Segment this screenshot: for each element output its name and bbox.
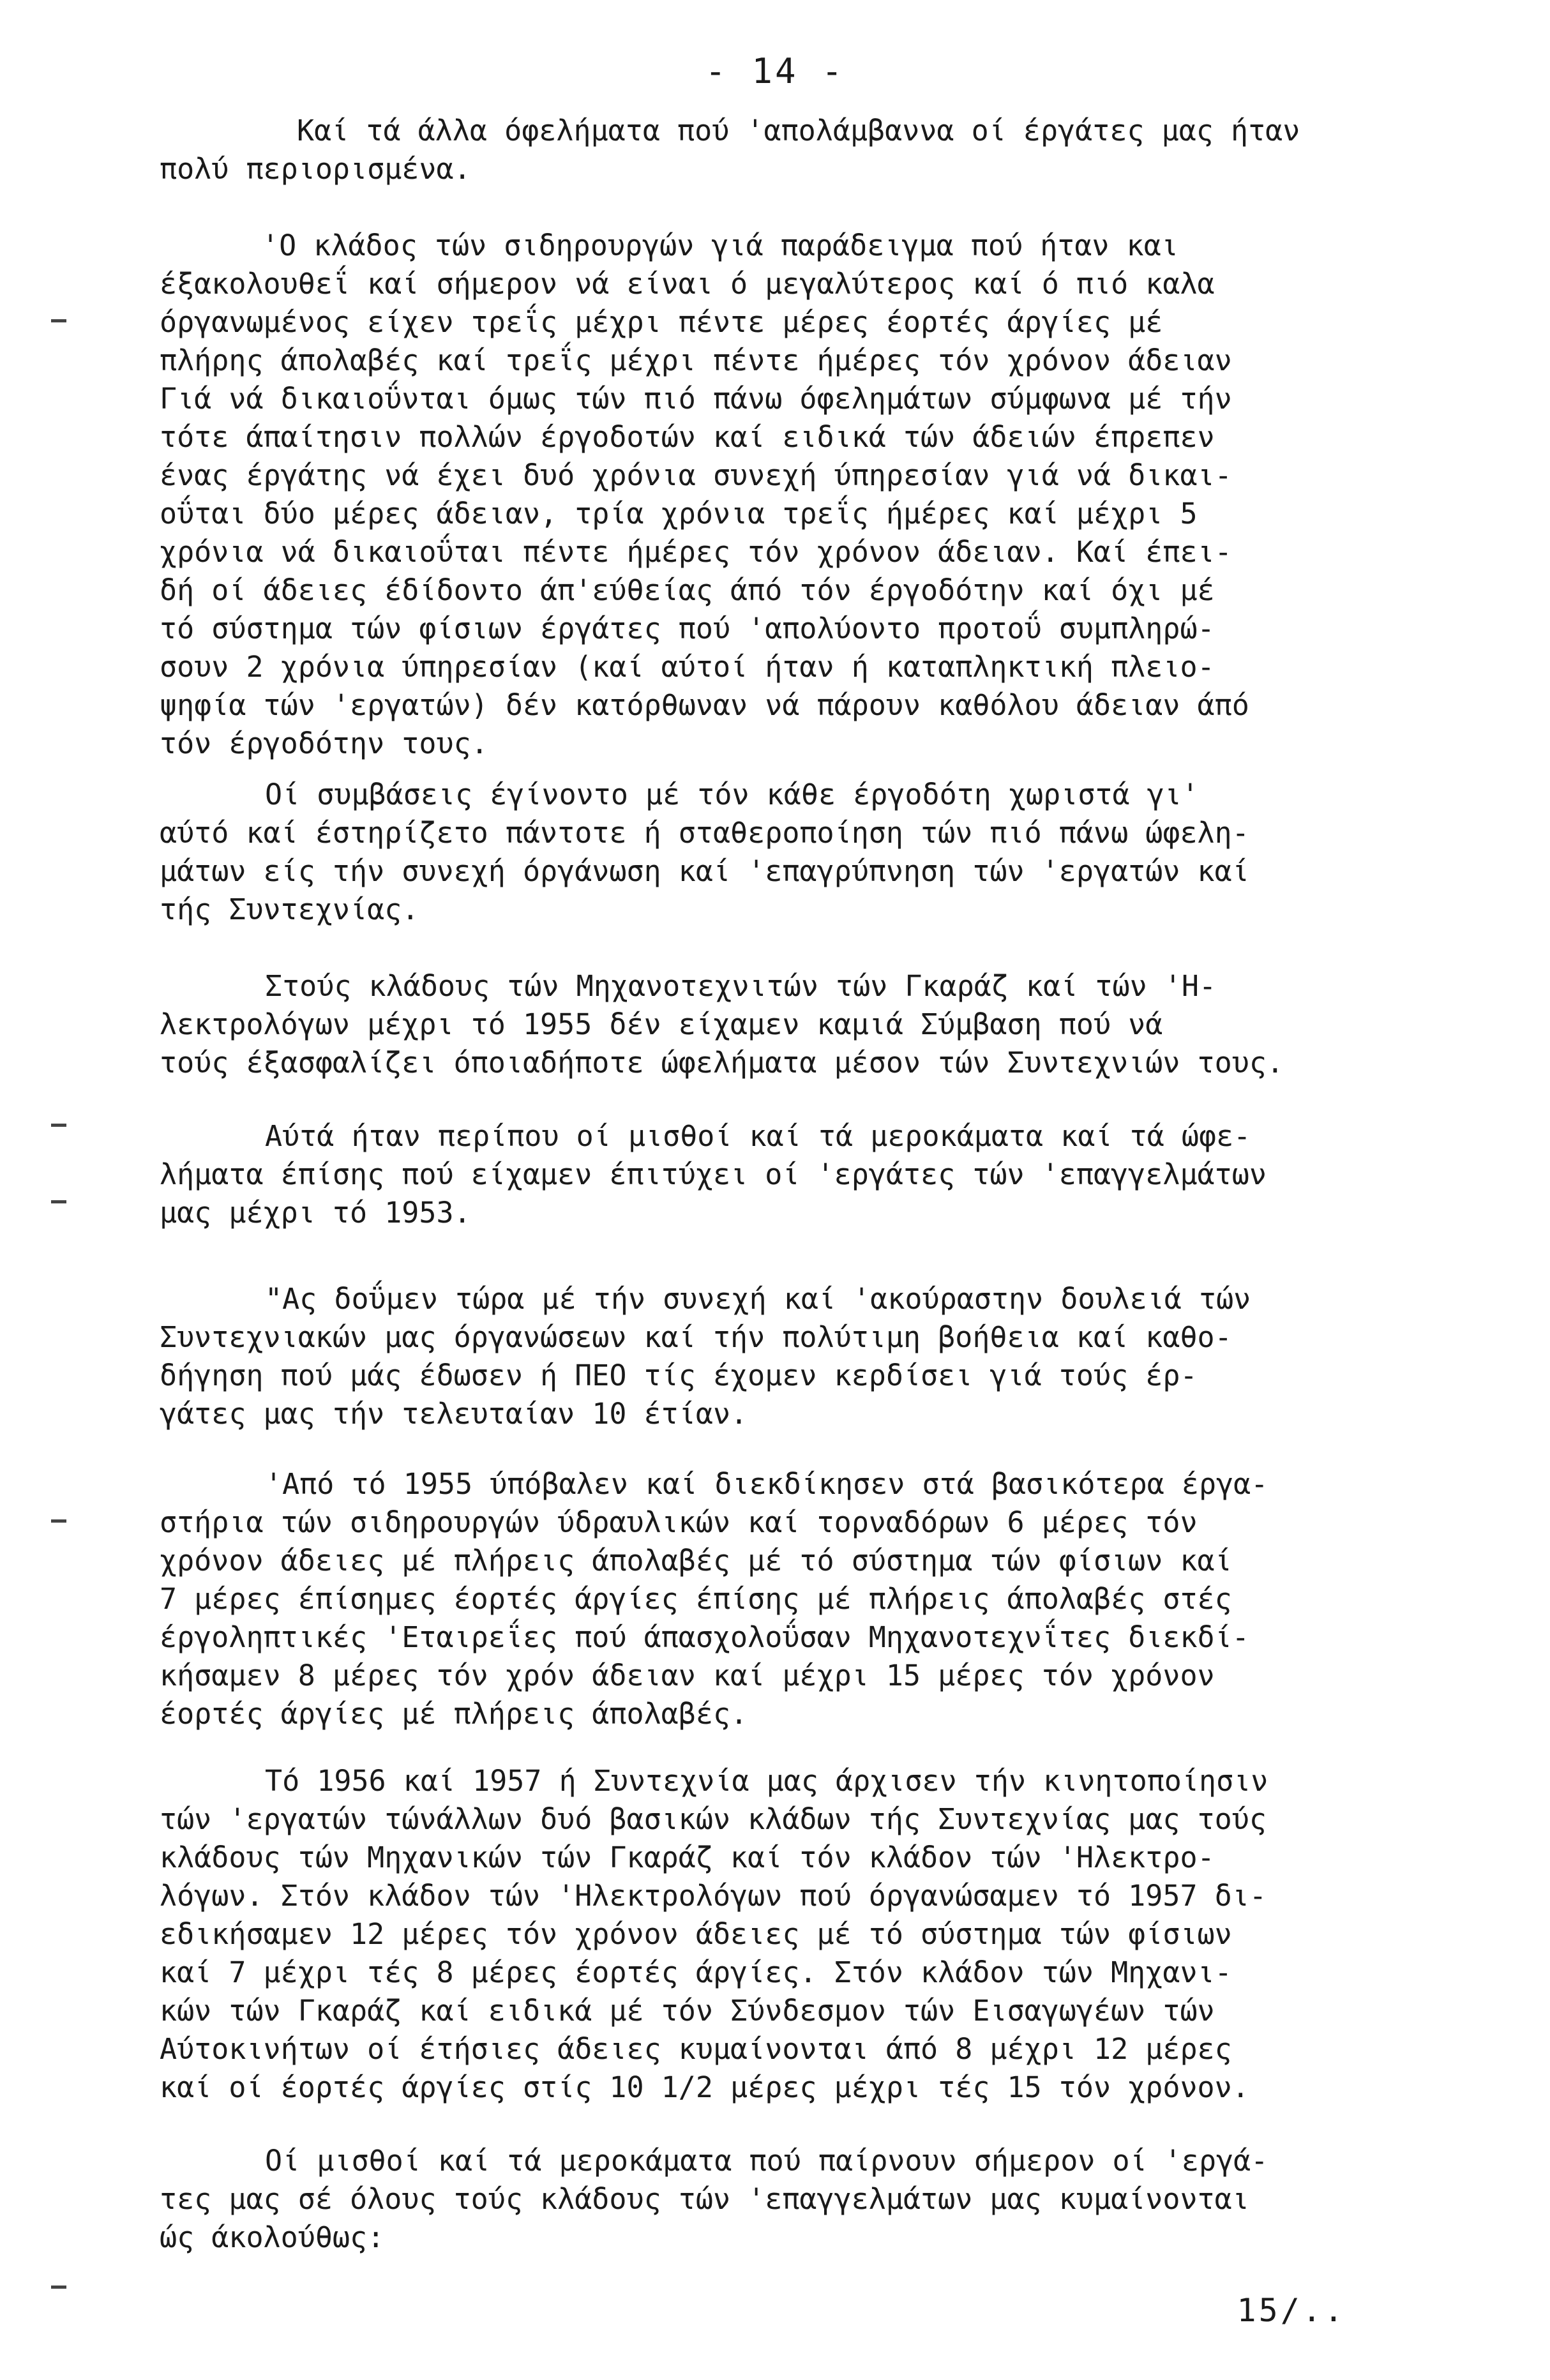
margin-mark	[51, 1519, 66, 1523]
margin-mark	[51, 1124, 66, 1127]
paragraph-from-1955	[160, 1465, 1411, 1733]
text-line: μάτων είς τήν συνεχή όργάνωση καί 'επαγρύπνηση τών 'εργατών καί	[160, 854, 1249, 888]
text-line: έξακολουθεΐ καί σήμερον νά είναι ό μεγαλύτερος καί ό πιό καλα	[160, 267, 1215, 301]
continuation-marker: 15/..	[1237, 2292, 1346, 2329]
text-line: τούς έξασφαλίζει όποιαδήποτε ώφελήματα μέσον τών Συντεχνιών τους.	[160, 1046, 1284, 1080]
text-line: πολύ περιορισμένα.	[160, 152, 471, 186]
text-line: 7 μέρες έπίσημες έορτές άργίες έπίσης μέ πλήρεις άπολαβές στές	[160, 1582, 1232, 1616]
paragraph-ironworkers	[160, 227, 1411, 763]
text-line: τών 'εργατών τώνάλλων δυό βασικών κλάδων τής Συντεχνίας μας τούς	[160, 1802, 1267, 1836]
text-line: τόν έργοδότην τους.	[160, 727, 488, 760]
text-line: δή οί άδειες έδίδοντο άπ'εύθείας άπό τόν έργοδότην καί όχι μέ	[160, 573, 1215, 607]
text-line: 'Από τό 1955 ύπόβαλεν καί διεκδίκησεν στά βασικότερα έργα-	[265, 1467, 1268, 1501]
text-line: Γιά νά δικαιοΰνται όμως τών πιό πάνω όφελημάτων σύμφωνα μέ τήν	[160, 382, 1232, 416]
text-line: λήματα έπίσης πού είχαμεν έπιτύχει οί 'εργάτες τών 'επαγγελμάτων	[160, 1157, 1267, 1191]
text-line: τότε άπαίτησιν πολλών έργοδοτών καί ειδικά τών άδειών έπρεπεν	[160, 420, 1215, 454]
text-line: ψηφία τών 'εργατών) δέν κατόρθωναν νά πάρουν καθόλου άδειαν άπό	[160, 688, 1249, 722]
margin-mark	[51, 1200, 66, 1203]
text-line: λόγων. Στόν κλάδον τών 'Ηλεκτρολόγων πού όργανώσαμεν τό 1957 δι-	[160, 1879, 1267, 1913]
text-line: "Ας δοΰμεν τώρα μέ τήν συνεχή καί 'ακούραστην δουλειά τών	[265, 1282, 1251, 1316]
text-line: τής Συντεχνίας.	[160, 892, 419, 926]
paragraph-benefits-limited	[160, 112, 1411, 188]
text-line: γάτες μας τήν τελευταίαν 10 έτίαν.	[160, 1397, 748, 1431]
text-line: σουν 2 χρόνια ύπηρεσίαν (καί αύτοί ήταν ή καταπληκτική πλειο-	[160, 650, 1215, 684]
text-line: εδικήσαμεν 12 μέρες τόν χρόνον άδειες μέ τό σύστημα τών φίσιων	[160, 1917, 1232, 1951]
paragraph-current-wages	[160, 2142, 1411, 2257]
text-line: Στούς κλάδους τών Μηχανοτεχνιτών τών Γκαράζ καί τών 'Η-	[265, 969, 1217, 1003]
text-line: χρόνια νά δικαιοΰται πέντε ήμέρες τόν χρόνον άδειαν. Καί έπει-	[160, 535, 1232, 569]
text-line: Οί συμβάσεις έγίνοντο μέ τόν κάθε έργοδότη χωριστά γι'	[265, 778, 1199, 811]
text-line: δήγηση πού μάς έδωσεν ή ΠΕΟ τίς έχομεν κερδίσει γιά τούς έρ-	[160, 1359, 1198, 1392]
text-line: μας μέχρι τό 1953.	[160, 1196, 471, 1230]
paragraph-peo-help	[160, 1280, 1411, 1433]
text-line: αύτό καί έστηρίζετο πάντοτε ή σταθεροποίηση τών πιό πάνω ώφελη-	[160, 816, 1249, 850]
text-line: κών τών Γκαράζ καί ειδικά μέ τόν Σύνδεσμον τών Εισαγωγέων τών	[160, 1994, 1215, 2028]
text-line: στήρια τών σιδηρουργών ύδραυλικών καί τορναδόρων 6 μέρες τόν	[160, 1505, 1198, 1539]
paragraph-1956-1957	[160, 1762, 1411, 2107]
paragraph-agreements	[160, 776, 1411, 929]
margin-mark	[51, 2286, 66, 2289]
text-line: χρόνον άδειες μέ πλήρεις άπολαβές μέ τό σύστημα τών φίσιων καί	[160, 1544, 1232, 1578]
text-line: καί οί έορτές άργίες στίς 10 1/2 μέρες μέχρι τές 15 τόν χρόνον.	[160, 2070, 1249, 2104]
text-line: όργανωμένος είχεν τρεΐς μέχρι πέντε μέρες έορτές άργίες μέ	[160, 305, 1163, 339]
margin-mark	[51, 319, 66, 322]
text-line: 'Ο κλάδος τών σιδηρουργών γιά παράδειγμα πού ήταν και	[262, 229, 1178, 262]
text-line: έργοληπτικές 'Εταιρεΐες πού άπασχολοΰσαν Μηχανοτεχνΐτες διεκδί-	[160, 1620, 1249, 1654]
text-line: κήσαμεν 8 μέρες τόν χρόν άδειαν καί μέχρι 15 μέρες τόν χρόνον	[160, 1659, 1215, 1692]
text-line: καί 7 μέχρι τές 8 μέρες έορτές άργίες. Στόν κλάδον τών Μηχανι-	[160, 1955, 1232, 1989]
text-line: Αύτά ήταν περίπου οί μισθοί καί τά μεροκάματα καί τά ώφε-	[265, 1119, 1251, 1153]
text-line: τό σύστημα τών φίσιων έργάτες πού 'απολύοντο προτοΰ συμπληρώ-	[160, 612, 1215, 645]
text-line: ώς άκολούθως:	[160, 2220, 385, 2254]
text-line: ένας έργάτης νά έχει δυό χρόνια συνεχή ύπηρεσίαν γιά νά δικαι-	[160, 458, 1232, 492]
paragraph-wages-1953	[160, 1117, 1411, 1232]
text-line: κλάδους τών Μηχανικών τών Γκαράζ καί τόν κλάδον τών 'Ηλεκτρο-	[160, 1841, 1215, 1874]
text-line: οΰται δύο μέρες άδειαν, τρία χρόνια τρεΐς ήμέρες καί μέχρι 5	[160, 497, 1198, 531]
text-line: λεκτρολόγων μέχρι τό 1955 δέν είχαμεν καμιά Σύμβαση πού νά	[160, 1007, 1163, 1041]
text-line: πλήρης άπολαβές καί τρεΐς μέχρι πέντε ήμέρες τόν χρόνον άδειαν	[160, 343, 1232, 377]
page-number: - 14 -	[705, 51, 845, 91]
paragraph-mechanics-electricians	[160, 967, 1411, 1082]
text-line: Οί μισθοί καί τά μεροκάματα πού παίρνουν σήμερον οί 'εργά-	[265, 2144, 1268, 2178]
text-line: τες μας σέ όλους τούς κλάδους τών 'επαγγελμάτων μας κυμαίνονται	[160, 2182, 1249, 2216]
text-line: Καί τά άλλα όφελήματα πού 'απολάμβαννα οί έργάτες μας ήταν	[297, 114, 1300, 147]
text-line: έορτές άργίες μέ πλήρεις άπολαβές.	[160, 1697, 748, 1731]
text-line: Τό 1956 καί 1957 ή Συντεχνία μας άρχισεν τήν κινητοποίησιν	[265, 1764, 1268, 1798]
text-line: Συντεχνιακών μας όργανώσεων καί τήν πολύτιμη βοήθεια καί καθο-	[160, 1320, 1232, 1354]
text-line: Αύτοκινήτων οί έτήσιες άδειες κυμαίνονται άπό 8 μέχρι 12 μέρες	[160, 2032, 1232, 2066]
